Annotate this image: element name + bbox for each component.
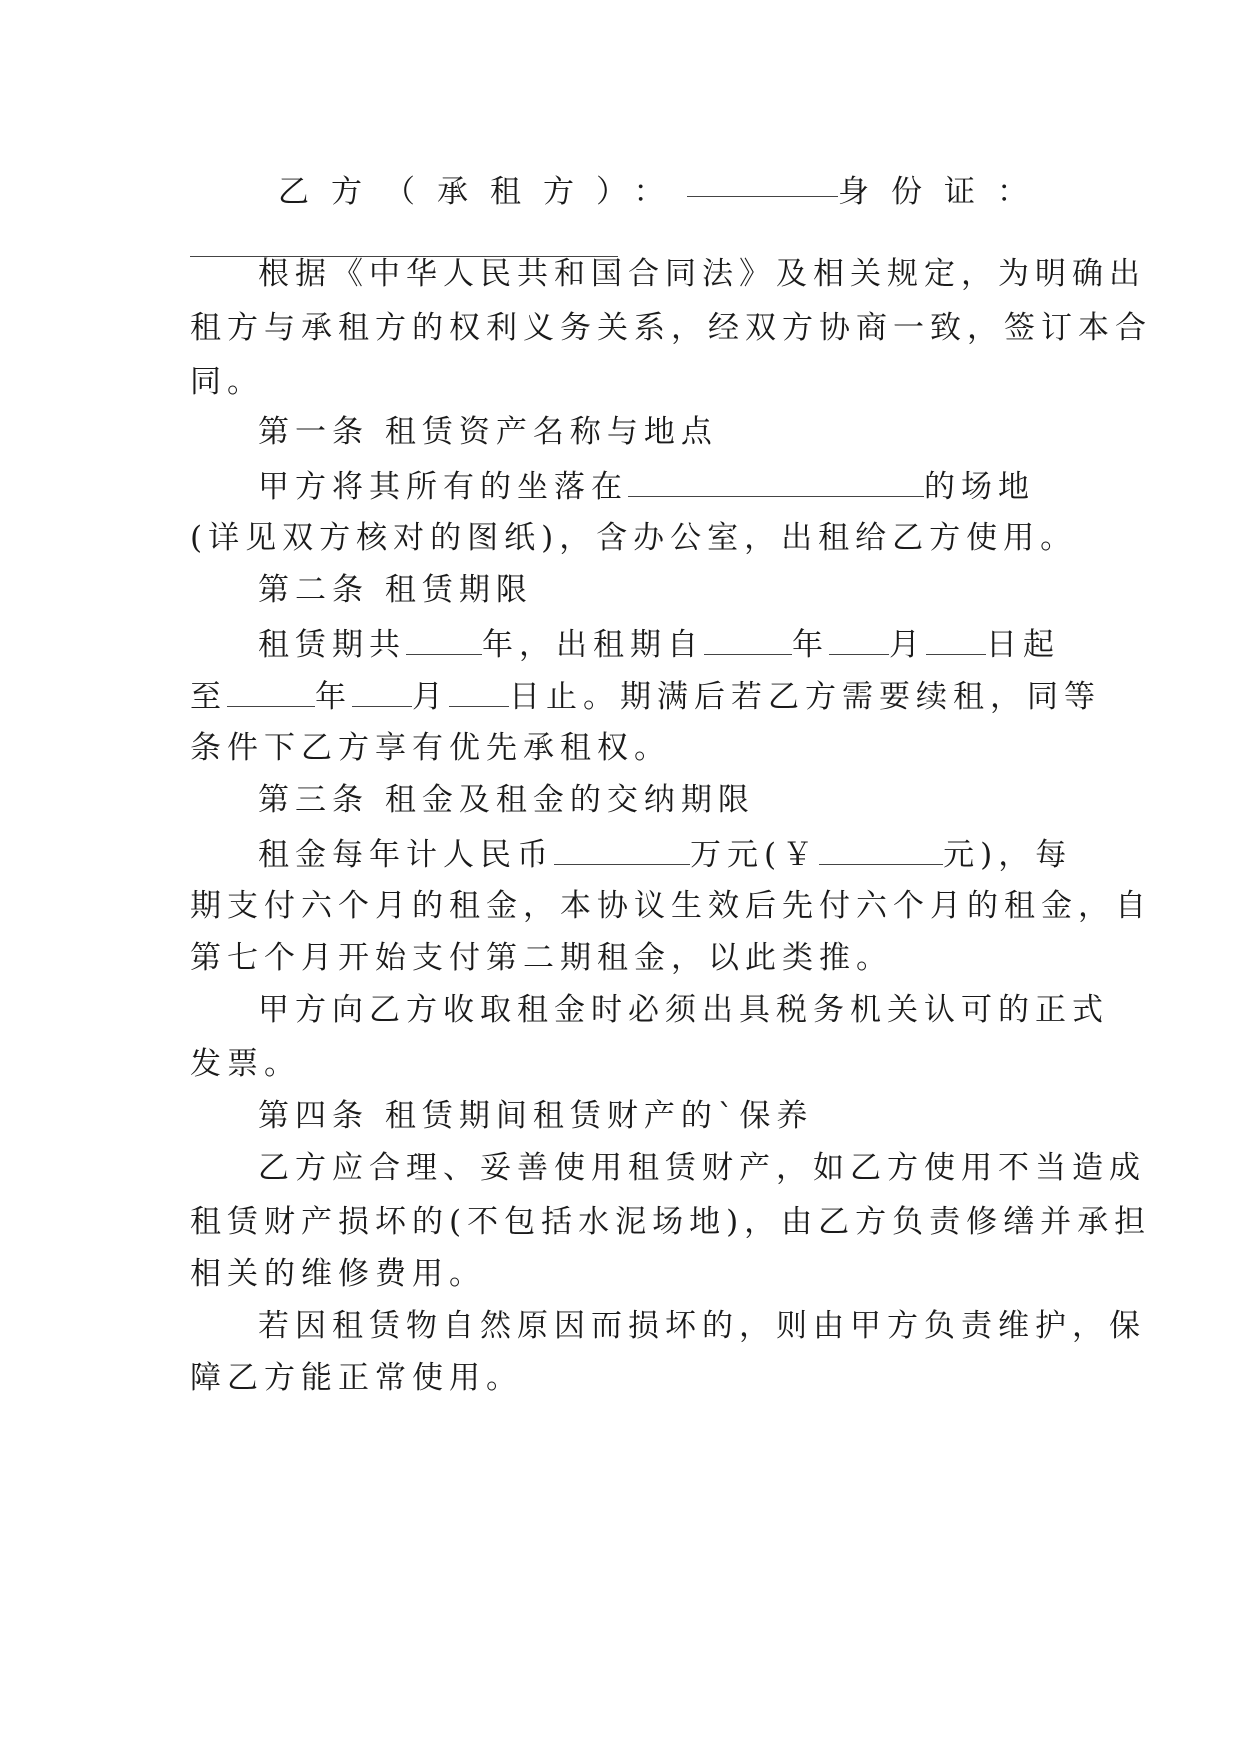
start-month-suffix: 月 [889,627,926,663]
article3-line-5: 发票。 [190,1046,301,1082]
rent-unit-label: 万元(￥ [690,837,820,873]
article3-line-4: 甲方向乙方收取租金时必须出具税务机关认可的正式 [258,992,1109,1028]
end-day-blank [449,676,509,707]
article1-location-suffix: 的场地 [924,469,1035,505]
article2-heading: 第二条 租赁期限 [258,572,533,608]
article1-location-prefix: 甲方将其所有的坐落在 [258,469,628,505]
end-month-blank [352,676,412,707]
article3-heading: 第三条 租金及租金的交纳期限 [258,782,755,818]
party-b-line [278,166,1050,211]
article2-line-2 [190,676,1101,717]
article4-line-4: 若因租赁物自然原因而损坏的，则由甲方负责维护，保 [258,1308,1146,1344]
term-years-blank [406,624,482,655]
article1-location-blank [628,466,924,497]
start-year-blank [704,624,792,655]
party-b-id-label: 身份证： [838,174,1050,210]
end-year-blank [227,676,315,707]
preamble-line-2: 租方与承租方的权利义务关系，经双方协商一致，签订本合 [190,310,1152,346]
start-month-blank [829,624,889,655]
article1-line-2: (详见双方核对的图纸)，含办公室，出租给乙方使用。 [190,520,1078,556]
article3-line-3: 第七个月开始支付第二期租金，以此类推。 [190,940,893,976]
article2-line-1 [258,624,1060,665]
article2-line-3: 条件下乙方享有优先承租权。 [190,730,671,766]
article4-line-3: 相关的维修费用。 [190,1256,486,1292]
end-label: 至 [190,679,227,715]
party-b-label: 乙方（承租方）： [278,174,687,210]
preamble-line-1: 根据《中华人民共和国合同法》及相关规定，为明确出 [258,256,1146,292]
end-month-suffix: 月 [412,679,449,715]
party-b-name-blank [687,166,839,197]
rent-words-blank [554,834,690,865]
article3-line-1 [258,834,1073,875]
article1-line-1 [258,466,1050,507]
rent-figure-blank [819,834,943,865]
article4-line-5: 障乙方能正常使用。 [190,1360,523,1396]
article2-term-label: 租赁期共 [258,627,406,663]
end-day-suffix: 日止。期满后若乙方需要续租，同等 [509,679,1101,715]
article4-line-2: 租赁财产损坏的(不包括水泥场地)，由乙方负责修缮并承担 [190,1204,1152,1240]
article2-start-label: 年，出租期自 [482,627,704,663]
preamble-line-3: 同。 [190,364,264,400]
rent-label: 租金每年计人民币 [258,837,554,873]
article4-line-1: 乙方应合理、妥善使用租赁财产，如乙方使用不当造成 [258,1150,1146,1186]
article4-heading: 第四条 租赁期间租赁财产的`保养 [258,1098,814,1134]
article1-heading: 第一条 租赁资产名称与地点 [258,414,718,450]
end-year-suffix: 年 [315,679,352,715]
start-year-suffix: 年 [792,627,829,663]
start-day-suffix: 日起 [986,627,1060,663]
rent-figure-suffix: 元)，每 [943,837,1073,873]
start-day-blank [926,624,986,655]
article3-line-2: 期支付六个月的租金，本协议生效后先付六个月的租金，自 [190,888,1152,924]
